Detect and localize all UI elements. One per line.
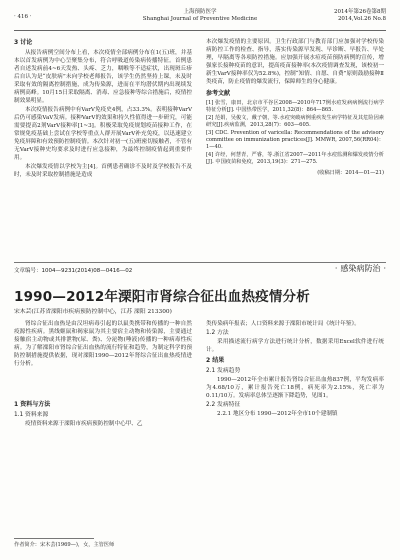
results-column xyxy=(206,320,384,419)
intro-text: 肾综合征出血热是由汉坦病毒引起的以鼠类携带和传播的一种自然疫源性疾病。黑线姬鼠和褐家鼠为其主要宿主动物和传染源，主要通过接触宿主动物或其排泄物(尿、粪)、分泌物(唾液)传播的一种病毒性疾病。为了解溧阳市肾综合征出血热的流行特征和趋势，为制定科学的预防控制措施提供依据，现对溧阳1990—2012年肾综合征出血热疫情进行分析。 xyxy=(14,321,192,367)
results-heading: 2 结果 xyxy=(206,357,225,364)
data-source-text: 疫情资料来源于溧阳市疾病预防控制中心甲、乙 xyxy=(25,421,143,427)
method-heading: 1.2 方法 xyxy=(206,330,229,336)
trend-heading: 2.1 发病趋势 xyxy=(206,368,241,374)
discussion-paragraph: 从报告病例空间分布上看，本次疫情全部病例分布在1(五)班，并基本以首发病例为中心呈聚集分布，符合呼吸道传染病传播特征。首例患者自述发病前4~6天发热、头疼、乏力，咽喉等不适症状，出现斑丘疹后自认为是“皮肤病”未向学校老师报告，该学生仍然坚持上课，未及时采取有效的隔离控制措施，成为传染源，进而在平均潜伏期内出现续发病例高峰。10月15日采取隔离、消毒、应急接种等综合措施后，疫情控制效果明显。 xyxy=(14,50,192,104)
category-text: 感染病防治 xyxy=(340,264,381,273)
data-source-heading: 1.1 资料来源 xyxy=(14,412,49,418)
data-source-continuation: 类传染病年报表；人口资料来源于溧阳市统计局《统计年鉴》。 xyxy=(206,321,360,327)
references-heading: 参考文献 xyxy=(206,90,231,97)
journal-name xyxy=(14,9,386,23)
methods-column xyxy=(14,400,192,429)
reference-item: [1] 张雪，康田，北京市平谷区2008—2010年717例水痘发病病例流行病学特征分析[J]. 中国热带医学，2011,32(8)：864—865. xyxy=(206,100,384,114)
issue-cn: 2014年第26卷第8期 xyxy=(334,9,386,15)
article-number: 文章编号：1004—9231(2014)08—0416—02 xyxy=(14,268,133,274)
author-line: 宋木芸(江苏省溧阳市疾病预防控制中心，江苏 溧阳 213300) xyxy=(14,309,172,315)
intro-paragraph xyxy=(14,320,192,369)
methods-heading: 1 资料与方法 xyxy=(14,401,51,408)
reference-item: [3] CDC. Prevention of varicella: Recommendations of the advisory committee on immunization practices[J]. MMWR, 2007,56(RR04)：1—40. xyxy=(206,129,384,151)
bullet-icon: · xyxy=(383,264,386,273)
reference-list xyxy=(206,100,384,167)
article-title: 1990—2012年溧阳市肾综合征出血热疫情分析 xyxy=(14,289,310,305)
category-label xyxy=(335,263,386,274)
discussion-paragraph: 本次爆发疫情以学校为主[4]。首例患者确诊不及时及学校报告不及时，未及时采取控制措施是造成 xyxy=(14,164,192,178)
references-column xyxy=(206,38,384,177)
reference-item: [4] 许经，何慧青，严睿，等.浙江省2007—2011年水痘监测和爆发疫情分析[J]. 中国疫苗和免疫，2013,19(3)：271—275. xyxy=(206,151,384,166)
discussion-paragraph: 本次疫情报告病例中有VarV免疫史4例，占33.3%。表明接种VarV后仍可感染VaV发病。接种VarV的效果和持久性值得进一步研究，可能需要提高2剂VarV接种率[1~3]。积极采取免疫规划疫苗接种工作，在常规免疫基础上尝试在学校等重点人群开展VarV补充免疫，以迅速建立免疫屏障和有效预防控制疫情。本次针对初一(五)班密切接触者，不管有无VarV接种史均要求及时进行应急接种，为最终控制疫情起到重要作用。 xyxy=(14,107,192,161)
method-text: 采用描述流行病学方法进行统计分析，数据采用Excel软件进行统计。 xyxy=(206,339,384,353)
discussion-column xyxy=(14,38,192,180)
trend-text: 1990—2012年全市累计报告肾综合征出血热837例，平均发病率为4.68/10万，累计报告死亡18例，病死率为2.15%，死亡率为0.11/10万。发病率总体呈逐渐下降趋势，见图1。 xyxy=(206,377,384,399)
article-divider xyxy=(14,262,386,263)
features-heading: 2.2 发病特征 xyxy=(206,402,241,408)
discussion-heading: 3 讨论 xyxy=(14,39,33,46)
discussion-continuation: 本次爆发疫情的主要原因。卫生行政部门与教育部门应加强对学校传染病防控工作的检查、指导，落实传染源早发现、早诊断、早报告、早处理，早隔离等各项防控措施。应加强开展水痘疫苗预防病例的宣传，增强家长接种疫苗的意识，提高疫苗接种率(本次疫情调查发现，该校初一新生VarV接种率仅为52.8%)，控制“知情、自愿、自费”原则鼓励接种Ⅱ类疫苗，防止疫情的爆发流行，保障师生的身心健康。 xyxy=(206,39,384,85)
running-header xyxy=(14,8,386,31)
bullet-icon: · xyxy=(334,264,338,273)
journal-name-cn: 上海预防医学 xyxy=(183,9,217,15)
journal-name-en: Shanghai Journal of Preventive Medicine xyxy=(142,16,258,22)
page-number: · 416 · xyxy=(14,14,32,20)
issue-en: 2014,Vol.26 No.8 xyxy=(337,16,386,22)
region-text: 2.2.1 地区分布 1990—2012年全市10个建制镇 xyxy=(217,411,338,417)
received-date: (收稿日期：2014—01—21) xyxy=(317,169,384,176)
author-footnote: 作者简介：宋木芸(1969—)，女，主管医师 xyxy=(14,542,115,548)
footnote-divider xyxy=(14,538,94,539)
reference-item: [2] 范娟，吴俊文，戴子朝，等.水痘突破病例重疾发生病学特征及其危险因素研究[J].疾病监测，2013,28(7)：603—605. xyxy=(206,114,384,129)
issue-info xyxy=(334,9,386,23)
